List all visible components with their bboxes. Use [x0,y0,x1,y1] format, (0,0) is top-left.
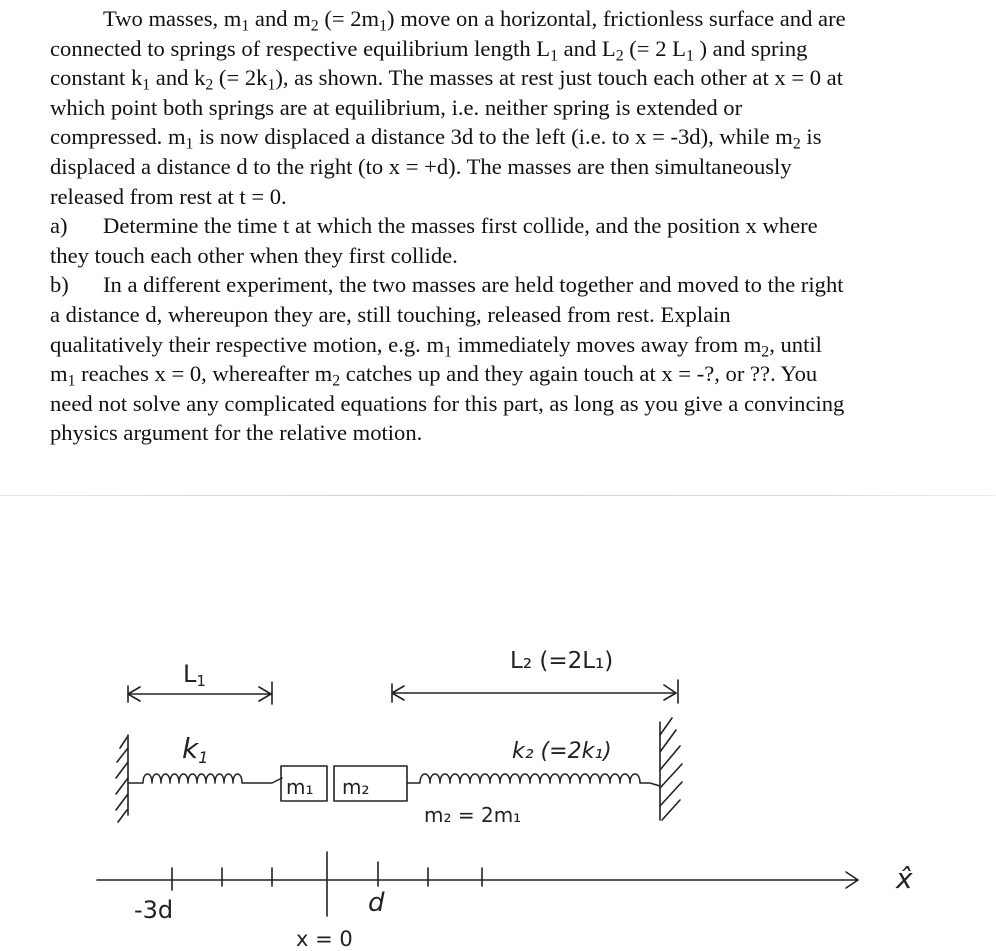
tick-label-right: d [368,888,385,918]
part-a-text: Determine the time t at which the masses first collide, and the position x where [103,213,818,239]
part-b-text: In a different experiment, the two masses are held together and moved to the right [103,272,844,298]
mass-2-label: m₂ [342,775,370,799]
intro-line: which point both springs are at equilibrium, i.e. neither spring is extended or [50,94,743,120]
part-b-line: a distance d, whereupon they are, still touching, released from rest. Explain [50,301,731,327]
mass-1-label: m₁ [286,775,314,799]
part-a-line: they touch each other when they first collide. [50,242,458,268]
origin-label: x = 0 [296,927,353,951]
part-b-line: $m_1$ reaches x = 0, whereafter $m_2$ catches up and they again touch at x = -?, or ??. You [50,361,818,390]
intro-line: compressed. $m_1$ is now displaced a distance 3d to the left (i.e. to x = -3d), while $m_2$ is [50,124,822,153]
spring-1 [128,774,282,783]
spring-2 [407,774,660,786]
length-arrow-2 [392,680,678,703]
part-b-line: physics argument for the relative motion. [50,420,423,446]
axis-label: x̂ [896,862,913,895]
spring-label-2: k₂ (=2k₁) [512,739,612,764]
intro-line: constant $k_1$ and $k_2$ (= $2k_1$), as shown. The masses at rest just touch each other at x = 0 at [50,65,843,94]
part-b-line: need not solve any complicated equations for this part, as long as you give a convincing [50,390,845,416]
part-b-label: b) [50,272,69,298]
length-label-2: L₂ (=2L₁) [510,648,614,674]
intro-line: Two masses, $m_1$ and $m_2$ (= $2m_1$) move on a horizontal, frictionless surface and are [103,6,846,35]
axis-ticks [172,852,482,916]
intro-line: released from rest at t = 0. [50,183,287,209]
spring-label-1: k1 [182,732,209,767]
length-label-1: L1 [183,660,206,690]
mass-relation: m₂ = 2m₁ [424,803,522,827]
right-wall [660,718,682,820]
part-a-label: a) [50,213,68,239]
tick-label-left: -3d [134,896,174,924]
intro-line: displaced a distance d to the right (to x = +d). The masses are then simultaneously [50,153,792,179]
mass-2 [334,766,407,801]
intro-line: connected to springs of respective equilibrium length $L_1$ and $L_2$ (= 2 $L_1$ ) and spring [50,35,808,65]
x-axis [97,872,858,888]
part-b-line: qualitatively their respective motion, e.g. $m_1$ immediately moves away from $m_2$, until [50,331,822,360]
left-wall [116,735,128,822]
mass-1 [281,766,327,801]
